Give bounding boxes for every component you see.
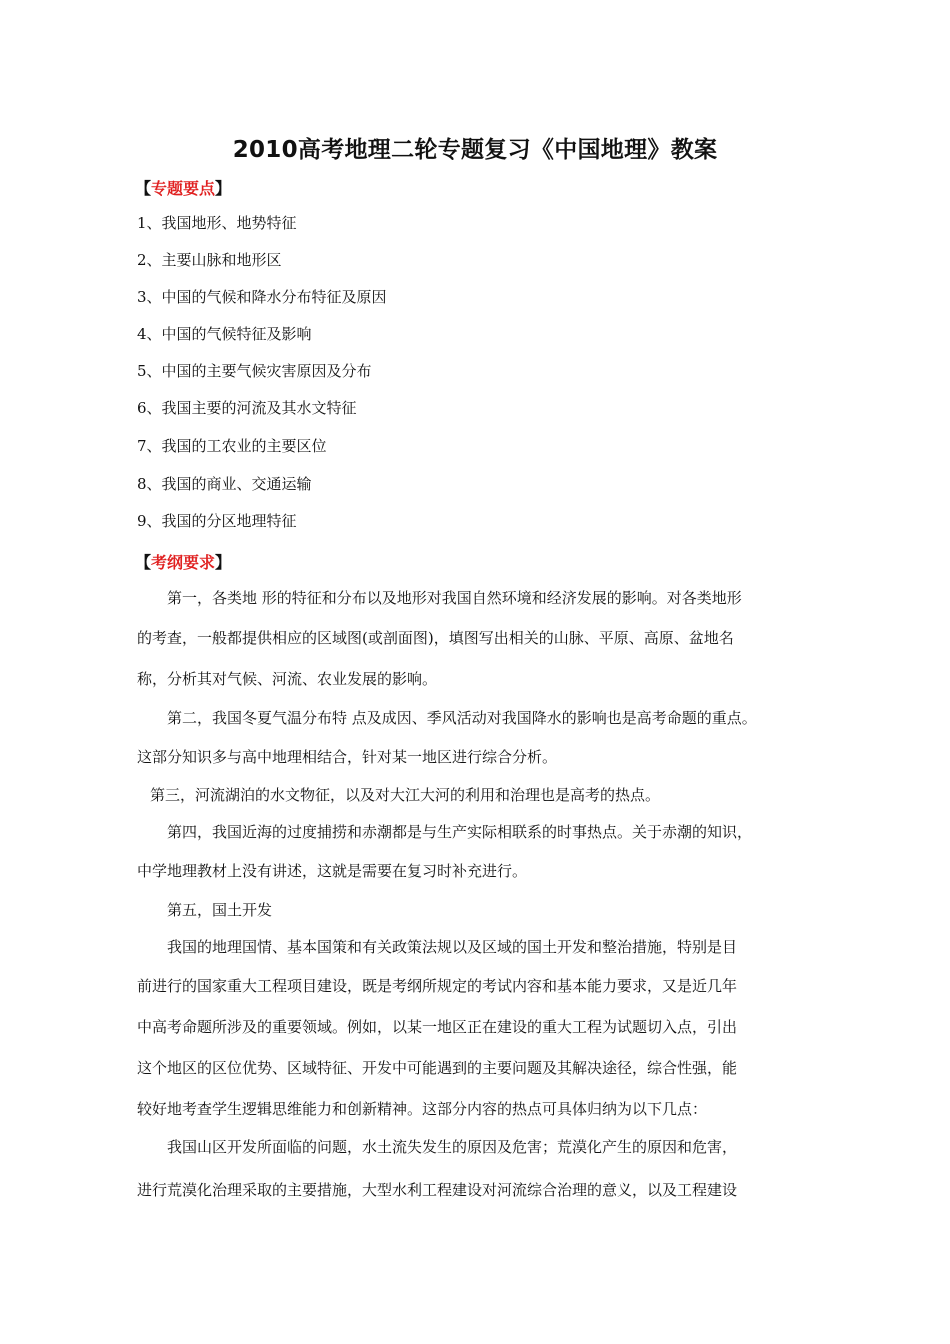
paragraph-line: 第五，国土开发 bbox=[167, 901, 273, 919]
list-item: 7、我国的工农业的主要区位 bbox=[137, 437, 327, 455]
bracket-close: 】 bbox=[215, 553, 232, 572]
paragraph-line: 中学地理教材上没有讲述，这就是需要在复习时补充进行。 bbox=[137, 862, 528, 880]
list-item: 9、我国的分区地理特征 bbox=[137, 512, 297, 530]
paragraph-line: 进行荒漠化治理采取的主要措施，大型水利工程建设对河流综合治理的意义，以及工程建设 bbox=[137, 1181, 738, 1199]
list-item: 5、中国的主要气候灾害原因及分布 bbox=[137, 362, 372, 380]
section-heading-label: 专题要点 bbox=[151, 179, 216, 198]
list-item: 3、中国的气候和降水分布特征及原因 bbox=[137, 288, 387, 306]
list-item: 8、我国的商业、交通运输 bbox=[137, 475, 312, 493]
paragraph-line: 第一，各类地 形的特征和分布以及地形对我国自然环境和经济发展的影响。对各类地形 bbox=[167, 589, 742, 607]
section-heading-key-points bbox=[135, 176, 231, 199]
document-title: 2010高考地理二轮专题复习《中国地理》教案 bbox=[232, 137, 718, 163]
bracket-open: 【 bbox=[135, 553, 152, 572]
bracket-open: 【 bbox=[135, 179, 152, 198]
list-item: 4、中国的气候特征及影响 bbox=[137, 325, 312, 343]
list-item: 2、主要山脉和地形区 bbox=[137, 251, 282, 269]
section-heading-label: 考纲要求 bbox=[151, 553, 216, 572]
paragraph-line: 中高考命题所涉及的重要领域。例如，以某一地区正在建设的重大工程为试题切入点，引出 bbox=[137, 1018, 738, 1036]
paragraph-line: 第四，我国近海的过度捕捞和赤潮都是与生产实际相联系的时事热点。关于赤潮的知识， bbox=[167, 823, 753, 841]
list-item: 1、我国地形、地势特征 bbox=[137, 214, 297, 232]
paragraph-line: 称，分析其对气候、河流、农业发展的影响。 bbox=[137, 670, 438, 688]
paragraph-line: 第二，我国冬夏气温分布特 点及成因、季风活动对我国降水的影响也是高考命题的重点。 bbox=[167, 709, 757, 727]
list-item: 6、我国主要的河流及其水文特征 bbox=[137, 399, 357, 417]
paragraph-line: 较好地考查学生逻辑思维能力和创新精神。这部分内容的热点可具体归纳为以下几点： bbox=[137, 1100, 708, 1118]
paragraph-line: 这个地区的区位优势、区域特征、开发中可能遇到的主要问题及其解决途径，综合性强，能 bbox=[137, 1059, 738, 1077]
paragraph-line: 的考查，一般都提供相应的区域图(或剖面图)，填图写出相关的山脉、平原、高原、盆地名 bbox=[137, 629, 734, 647]
paragraph-line: 这部分知识多与高中地理相结合，针对某一地区进行综合分析。 bbox=[137, 748, 558, 766]
paragraph-line: 我国的地理国情、基本国策和有关政策法规以及区域的国土开发和整治措施，特别是目 bbox=[167, 938, 738, 956]
section-heading-exam-requirements bbox=[135, 550, 231, 573]
paragraph-line: 第三，河流湖泊的水文物征，以及对大江大河的利用和治理也是高考的热点。 bbox=[150, 786, 661, 804]
bracket-close: 】 bbox=[215, 179, 232, 198]
paragraph-line: 前进行的国家重大工程项目建设，既是考纲所规定的考试内容和基本能力要求，又是近几年 bbox=[137, 977, 738, 995]
paragraph-line: 我国山区开发所面临的问题，水土流失发生的原因及危害；荒漠化产生的原因和危害， bbox=[167, 1138, 738, 1156]
